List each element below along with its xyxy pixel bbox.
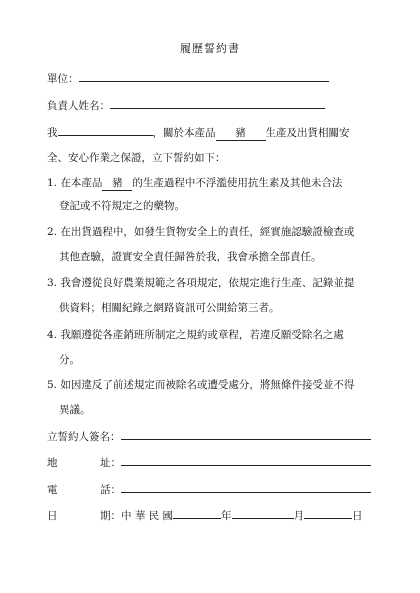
item-text: 在出貨過程中，如發生貨物安全上的責任，經實施認驗證檢查或 bbox=[60, 226, 355, 238]
owner-row bbox=[47, 97, 325, 113]
pledge-item-4 bbox=[47, 327, 387, 342]
year-blank[interactable] bbox=[173, 507, 221, 519]
intro-text-2: ，關於本產品 bbox=[152, 127, 216, 139]
date-prefix: 中 華 民 國 bbox=[121, 510, 174, 522]
pledge-item-2 bbox=[47, 224, 387, 239]
item-number: 4. bbox=[47, 329, 58, 341]
intro-text-3: 生產及出貨相關安 bbox=[265, 127, 350, 139]
pledge-item-5-line-2: 異議。 bbox=[59, 404, 91, 416]
pledge-item-3 bbox=[47, 275, 387, 290]
intro-text-1: 我 bbox=[47, 127, 58, 139]
month-label: 月 bbox=[293, 510, 305, 522]
month-blank[interactable] bbox=[232, 507, 294, 519]
phone-row bbox=[47, 481, 371, 497]
item-number: 2. bbox=[47, 226, 58, 238]
phone-blank[interactable] bbox=[121, 481, 371, 493]
item-text: 我願遵從各產銷班所制定之規約或章程，若違反願受除名之處 bbox=[60, 329, 344, 341]
item-text: 在本產品 bbox=[60, 177, 103, 189]
item-product: 豬 bbox=[102, 175, 132, 191]
item-number: 3. bbox=[47, 277, 58, 289]
document-title: 履歷誓約書 bbox=[180, 42, 240, 55]
address-label-b: 址： bbox=[100, 457, 121, 469]
signer-blank[interactable] bbox=[121, 428, 371, 440]
item-text: 我會遵從良好農業規範之各項規定，依規定進行生產、記錄並提 bbox=[60, 277, 355, 289]
unit-label: 單位： bbox=[47, 73, 79, 85]
pledge-item-3-line-2: 供資料；相關紀錄之網路資訊可公開給第三者。 bbox=[59, 302, 280, 314]
unit-row bbox=[47, 70, 329, 86]
date-row bbox=[47, 507, 363, 523]
item-text: 如因違反了前述規定而被除名或遭受處分，將無條件接受並不得 bbox=[60, 379, 355, 391]
day-blank[interactable] bbox=[304, 507, 352, 519]
phone-label-b: 話： bbox=[100, 484, 121, 496]
owner-label: 負責人姓名： bbox=[47, 100, 110, 112]
pledge-item-1 bbox=[47, 175, 387, 191]
unit-blank[interactable] bbox=[79, 70, 329, 82]
signer-row bbox=[47, 428, 371, 444]
intro-line-1 bbox=[47, 124, 350, 141]
date-label-b: 期： bbox=[100, 510, 121, 522]
address-blank[interactable] bbox=[121, 454, 371, 466]
phone-label-a: 電 bbox=[47, 484, 58, 496]
intro-product: 豬 bbox=[216, 125, 266, 141]
owner-blank[interactable] bbox=[110, 97, 325, 109]
item-text: 的生產過程中不浮濫使用抗生素及其他未合法 bbox=[132, 177, 343, 189]
pledge-item-1-line-2: 登記或不符規定之的藥物。 bbox=[59, 200, 185, 212]
item-number: 5. bbox=[47, 379, 58, 391]
address-label-a: 地 bbox=[47, 457, 58, 469]
day-label: 日 bbox=[352, 510, 363, 522]
pledger-blank[interactable] bbox=[58, 124, 153, 136]
year-label: 年 bbox=[221, 510, 232, 522]
date-label-a: 日 bbox=[47, 510, 58, 522]
signer-label: 立誓約人簽名： bbox=[47, 431, 121, 443]
pledge-item-5 bbox=[47, 377, 387, 392]
address-row bbox=[47, 454, 371, 470]
item-number: 1. bbox=[47, 177, 58, 189]
pledge-item-2-line-2: 其他查驗，證實安全責任歸咎於我，我會承擔全部責任。 bbox=[59, 251, 322, 263]
pledge-item-4-line-2: 分。 bbox=[59, 354, 80, 366]
intro-line-2: 全、安心作業之保證，立下誓約如下： bbox=[47, 152, 226, 164]
